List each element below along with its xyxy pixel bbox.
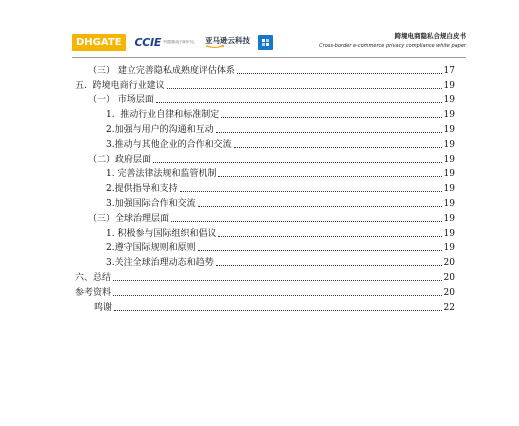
header-titles: [319, 32, 466, 50]
header-logos: [72, 32, 273, 52]
toc-entry[interactable]: [75, 180, 455, 195]
toc-entry[interactable]: [75, 269, 455, 284]
toc-entry-page: 19: [443, 139, 455, 150]
toc-entry-page: 19: [443, 243, 455, 254]
toc-entry-title: （二）政府层面: [88, 154, 152, 165]
toc-entry-page: 19: [443, 169, 455, 180]
toc-entry-title: 3.关注全球治理动态和趋势: [106, 258, 214, 269]
toc-entry-page: 19: [443, 213, 455, 224]
toc-leader-dots: [221, 117, 441, 118]
toc-entry-title: 鸣谢: [94, 302, 113, 313]
toc-leader-dots: [216, 265, 442, 266]
toc-entry[interactable]: [75, 195, 455, 210]
toc-leader-dots: [180, 191, 442, 192]
header-title-chinese: 跨境电商隐私合规白皮书: [394, 32, 466, 40]
toc-entry-page: 19: [443, 228, 455, 239]
toc-entry-page: 19: [443, 154, 455, 165]
toc-entry-title: 六、总结: [75, 272, 112, 283]
table-of-contents: [75, 62, 455, 314]
toc-leader-dots: [216, 132, 442, 133]
toc-entry-title: 3.加强国际合作和交流: [106, 198, 196, 209]
toc-entry-title: 2.加强与用户的沟通和互动: [106, 124, 214, 135]
ccie-logo-mark: CCIE: [134, 35, 162, 49]
toc-leader-dots: [167, 88, 442, 89]
toc-entry-title: （三）全球治理层面: [88, 213, 170, 224]
toc-leader-dots: [113, 280, 442, 281]
toc-entry[interactable]: [75, 106, 455, 121]
toc-leader-dots: [218, 236, 441, 237]
toc-entry-page: 22: [443, 302, 455, 313]
toc-entry[interactable]: [75, 166, 455, 181]
toc-entry[interactable]: [75, 92, 455, 107]
toc-leader-dots: [171, 221, 442, 222]
toc-entry[interactable]: [75, 254, 455, 269]
toc-leader-dots: [218, 176, 441, 177]
toc-entry-page: 20: [443, 258, 455, 269]
amazon-logo: [205, 36, 250, 49]
ccie-logo-subtitle: 中国国际电子商务中心: [163, 40, 195, 44]
toc-leader-dots: [198, 206, 442, 207]
toc-leader-dots: [153, 162, 442, 163]
header-divider: [72, 57, 466, 58]
toc-entry-title: 3.推动与其他企业的合作和交流: [106, 139, 232, 150]
toc-entry-page: 19: [443, 198, 455, 209]
toc-entry[interactable]: [75, 62, 455, 77]
toc-entry-page: 17: [443, 65, 455, 76]
toc-entry-title: 五. 跨境电商行业建议: [75, 80, 165, 91]
toc-entry-page: 19: [443, 95, 455, 106]
toc-leader-dots: [113, 295, 442, 296]
toc-leader-dots: [198, 250, 442, 251]
toc-entry-title: 1. 积极参与国际组织和倡议: [106, 228, 217, 239]
toc-leader-dots: [234, 147, 442, 148]
toc-entry[interactable]: [75, 77, 455, 92]
toc-entry-title: （三） 建立完善隐私成熟度评估体系: [88, 65, 235, 76]
toc-entry-title: 1. 推动行业自律和标准制定: [106, 110, 220, 121]
toc-leader-dots: [156, 102, 442, 103]
square-logo-icon: [258, 35, 273, 50]
toc-entry-title: 2.提供指导和支持: [106, 184, 178, 195]
toc-entry-title: 参考资料: [75, 287, 112, 298]
toc-entry-page: 19: [443, 184, 455, 195]
toc-entry-title: 1. 完善法律法规和监管机制: [106, 169, 217, 180]
toc-entry[interactable]: [75, 121, 455, 136]
toc-entry-page: 19: [443, 110, 455, 121]
amazon-smile-icon: [205, 45, 225, 49]
toc-entry[interactable]: [75, 151, 455, 166]
toc-entry[interactable]: [75, 240, 455, 255]
page-header: [72, 28, 466, 54]
toc-leader-dots: [114, 310, 442, 311]
toc-entry[interactable]: [75, 225, 455, 240]
toc-entry-page: 20: [443, 272, 455, 283]
toc-entry[interactable]: [75, 299, 455, 314]
toc-entry[interactable]: [75, 136, 455, 151]
toc-entry-page: 19: [443, 124, 455, 135]
toc-entry[interactable]: [75, 284, 455, 299]
toc-entry-title: 2.遵守国际规则和原则: [106, 243, 196, 254]
toc-entry-title: （一） 市场层面: [88, 95, 154, 106]
dhgate-logo: DHGATE: [72, 34, 126, 51]
toc-entry-page: 20: [443, 287, 455, 298]
toc-entry[interactable]: [75, 210, 455, 225]
header-title-english: Cross-border e-commerce privacy compliance white paper: [319, 43, 466, 49]
ccie-logo: [135, 36, 200, 49]
toc-leader-dots: [237, 73, 442, 74]
amazon-logo-text: 亚马逊云科技: [205, 35, 251, 45]
toc-entry-page: 19: [443, 80, 455, 91]
